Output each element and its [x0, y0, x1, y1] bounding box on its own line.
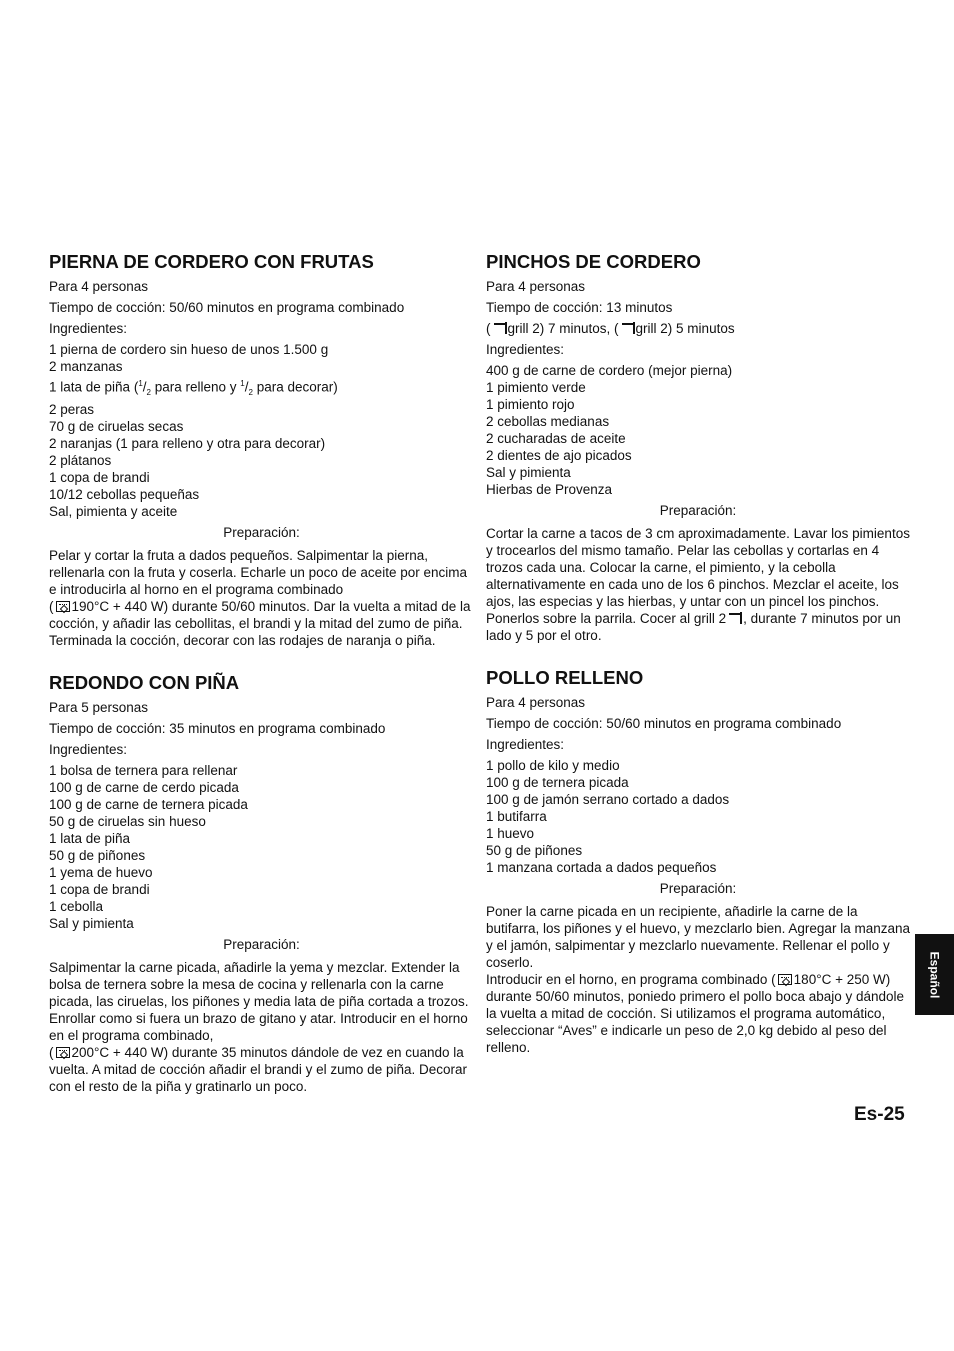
preparation-label: Preparación:: [659, 503, 737, 518]
ingredients-label: Ingredientes:: [486, 342, 565, 357]
recipe-pierna-de-cordero: [49, 250, 474, 649]
grill-icon: [492, 322, 507, 334]
ingredient: 400 g de carne de cordero (mejor pierna): [486, 363, 733, 378]
language-tab: [915, 934, 954, 1015]
ingredient-text: para decorar): [252, 379, 338, 395]
recipe-title: POLLO RELLENO: [486, 667, 644, 688]
ingredient: 10/12 cebollas pequeñas: [49, 487, 200, 503]
preparation-paragraph: [49, 1044, 474, 1095]
ingredients-label: Ingredientes:: [486, 737, 565, 752]
right-column: [486, 250, 910, 1078]
preparation-text-part: (: [49, 599, 54, 615]
ingredient: 1 yema de huevo: [49, 865, 153, 881]
grill-text-part: grill 2) 5 minutos: [635, 321, 735, 336]
ingredient: 1 lata de piña ($^1/_2$ para relleno y $^1/_2$ para decorar): [49, 379, 338, 398]
grill-icon: [620, 322, 635, 334]
preparation-text-part: Ponerlos sobre la parrila. Cocer al grill 2: [486, 611, 727, 626]
ingredients-label: Ingredientes:: [49, 742, 128, 758]
cooking-time: Tiempo de cocción: 13 minutos: [486, 300, 673, 315]
recipe-pinchos-de-cordero: [486, 250, 910, 644]
preparation-paragraph: [486, 971, 910, 1056]
preparation-paragraph: Cortar la carne a tacos de 3 cm aproximadamente. Lavar los pimientos y trocearlos del mismo tamaño. Pelar las cebollas y cortarlas en 4 trozos cada una. Colocar la carne, el pimiento, y la cebolla alternativamente en cada uno de los 6 pinchos. Mezclar el aceite, los ajos, las especias y las hierbas, y untar con un pincel los pinchos.: [486, 526, 910, 609]
recipe-pollo-relleno: [486, 666, 910, 1056]
ingredient: 50 g de ciruelas sin hueso: [49, 814, 206, 830]
preparation-text-part: 200°C + 440 W) durante 35 minutos dándole de vez en cuando la vuelta. A mitad de cocción añadir el brandi y el zumo de piña. Decorar con el resto de la piña y gratinarlo un poco.: [49, 1045, 467, 1095]
combi-oven-icon: [56, 601, 70, 612]
ingredient: 1 lata de piña: [49, 831, 131, 847]
ingredient: 2 cucharadas de aceite: [486, 431, 626, 446]
fraction-denominator: 2: [146, 388, 151, 398]
ingredient-text: para relleno y: [150, 379, 241, 395]
grill-times: [486, 320, 910, 337]
ingredient: 50 g de piñones: [486, 843, 583, 858]
ingredient: Sal y pimienta: [486, 465, 571, 480]
ingredient-text: 1 lata de piña (: [49, 379, 139, 395]
ingredient: 1 copa de brandi: [49, 470, 150, 486]
preparation-text: [486, 525, 910, 644]
preparation-text-part: 180°C + 250 W) durante 50/60 minutos, poniedo primero el pollo boca abajo y dándole la vuelta a mitad de cocción. Si utilizamos el programa automático, seleccionar “Aves” e indicarle un peso de 2,0 kg debido al peso del relleno.: [486, 972, 905, 1055]
language-tab-label: Español: [927, 951, 942, 998]
fraction-numerator: 1: [240, 379, 245, 388]
ingredient: 2 plátanos: [49, 453, 112, 469]
preparation-text-part: 190°C + 440 W) durante 50/60 minutos. Dar la vuelta a mitad de la cocción, y añadir las cebollitas, el brandi y la mitad del zumo de piña. Terminada la cocción, decorar con las rodajes de naranja o piña.: [49, 599, 471, 649]
recipe-redondo-con-pina: [49, 671, 474, 1095]
page-number: Es-25: [854, 1104, 905, 1125]
ingredient: 2 dientes de ajo picados: [486, 448, 632, 463]
grill-text-part: (: [486, 321, 491, 336]
ingredients-list: [49, 341, 474, 520]
servings: Para 5 personas: [49, 700, 149, 716]
preparation-label: Preparación:: [223, 937, 300, 953]
ingredient: 2 naranjas (1 para relleno y otra para decorar): [49, 436, 326, 452]
servings: Para 4 personas: [486, 279, 586, 294]
ingredient: 2 peras: [49, 402, 95, 418]
grill-text-part: grill 2) 7 minutos, (: [507, 321, 619, 336]
ingredient: 1 pimiento rojo: [486, 397, 575, 412]
fraction-numerator: 1: [138, 379, 143, 388]
ingredient: 100 g de ternera picada: [486, 775, 629, 790]
combi-oven-icon: [56, 1047, 70, 1058]
ingredient: 100 g de carne de ternera picada: [49, 797, 248, 813]
recipe-title: PINCHOS DE CORDERO: [486, 251, 701, 272]
ingredients-list: [49, 762, 474, 932]
left-column: [49, 250, 474, 1117]
ingredients-list: [486, 362, 910, 498]
grill-icon: [727, 612, 742, 624]
ingredient: Sal y pimienta: [49, 916, 134, 932]
ingredient: 1 pollo de kilo y medio: [486, 758, 620, 773]
preparation-text-part: (: [49, 1045, 54, 1061]
preparation-label: Preparación:: [223, 525, 300, 541]
ingredient: 1 cebolla: [49, 899, 104, 915]
cooking-time: Tiempo de cocción: 50/60 minutos en programa combinado: [49, 300, 405, 315]
combi-oven-icon: [778, 974, 792, 985]
ingredient: 100 g de jamón serrano cortado a dados: [486, 792, 730, 807]
preparation-text: [49, 959, 474, 1095]
ingredient: 1 copa de brandi: [49, 882, 150, 898]
preparation-text: [486, 903, 910, 1056]
preparation-paragraph: Pelar y cortar la fruta a dados pequeños. Salpimentar la pierna, rellenarla con la fruta y coserla. Echarle un poco de aceite por encima e introducirla al horno en el programa combinado: [49, 548, 467, 598]
ingredient: 1 huevo: [486, 826, 535, 841]
preparation-text-part: , durante 7 minutos por un lado y 5 por el otro.: [486, 611, 901, 643]
fraction-denominator: 2: [248, 388, 253, 398]
ingredient: 2 manzanas: [49, 359, 123, 374]
preparation-text-part: Introducir en el horno, en programa combinado (: [486, 972, 776, 987]
ingredients-label: Ingredientes:: [49, 321, 128, 336]
servings: Para 4 personas: [486, 695, 586, 710]
ingredients-list: [486, 757, 910, 876]
ingredient: Hierbas de Provenza: [486, 482, 613, 497]
recipe-title: REDONDO CON PIÑA: [49, 672, 240, 694]
cooking-time: Tiempo de cocción: 50/60 minutos en programa combinado: [486, 716, 842, 731]
preparation-paragraph: [49, 598, 474, 649]
preparation-paragraph: Poner la carne picada en un recipiente, añadirle la carne de la butifarra, los piñones y el huevo, y mezclarlo bien. Agregar la manzana y el jamón, salpimentar y mezclarlo nuevamente. Rellenar el pollo y coserlo.: [486, 904, 910, 970]
preparation-paragraph: [486, 610, 910, 644]
recipe-title: PIERNA DE CORDERO CON FRUTAS: [49, 251, 374, 272]
preparation-paragraph: Salpimentar la carne picada, añadirle la yema y mezclar. Extender la bolsa de ternera sobre la mesa de cocina y rellenarla con la carne picada, las ciruelas, los piñones y media lata de piña cortada a trozos. Enrollar como si fuera un brazo de gitano y atar. Introducir en el horno en el programa combinado,: [49, 960, 469, 1044]
preparation-text: [49, 547, 474, 649]
ingredient: 50 g de piñones: [49, 848, 146, 864]
ingredient: 1 manzana cortada a dados pequeños: [486, 860, 717, 875]
ingredient: 1 pierna de cordero sin hueso de unos 1.500 g: [49, 342, 329, 357]
cooking-time: Tiempo de cocción: 35 minutos en programa combinado: [49, 721, 386, 737]
ingredient: 2 cebollas medianas: [486, 414, 610, 429]
ingredient: 100 g de carne de cerdo picada: [49, 780, 239, 796]
ingredient: 70 g de ciruelas secas: [49, 419, 184, 435]
ingredient: 1 pimiento verde: [486, 380, 586, 395]
preparation-label: Preparación:: [659, 881, 737, 896]
ingredient: 1 bolsa de ternera para rellenar: [49, 763, 238, 779]
ingredient: 1 butifarra: [486, 809, 547, 824]
servings: Para 4 personas: [49, 279, 149, 294]
ingredient: Sal, pimienta y aceite: [49, 504, 178, 520]
